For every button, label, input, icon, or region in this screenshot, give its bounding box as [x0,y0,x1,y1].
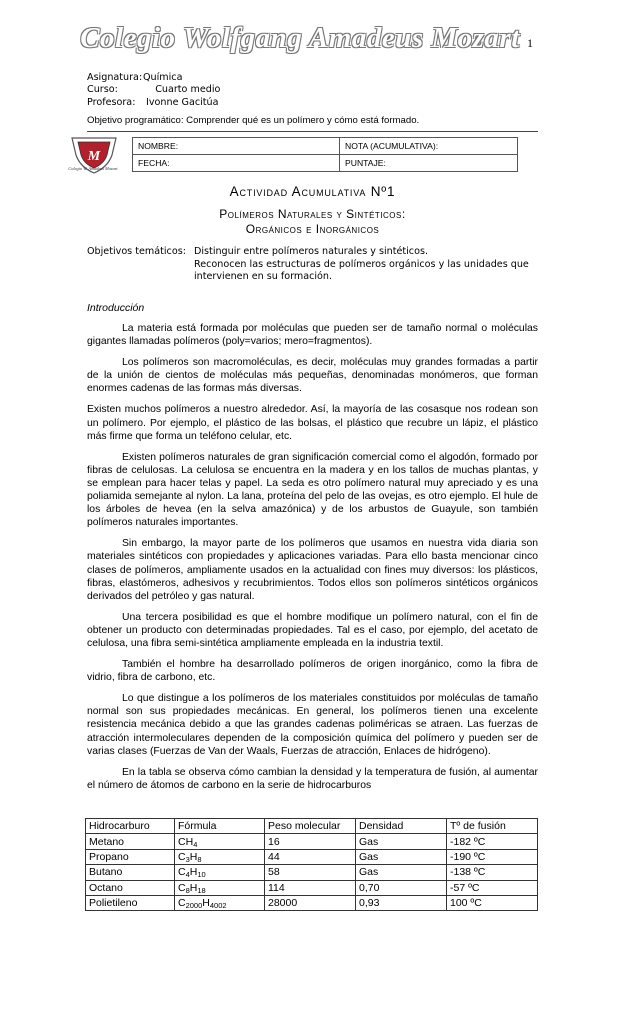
subtitle-line: Orgánicos e Inorgánicos [245,221,380,236]
cell-name: Metano [86,834,175,849]
cell-weight: 114 [265,880,356,895]
cell-weight: 16 [265,834,356,849]
table-row [86,865,538,880]
activity-title: Actividad Acumulativa Nº1 [229,184,396,199]
table-header-row [86,819,538,834]
cell-melting: -190 ºC [447,849,538,864]
program-objective: Objetivo programático: Comprender qué es un polímero y cómo está formado. [87,115,420,126]
cell-weight: 28000 [265,895,356,910]
cell-name: Octano [86,880,175,895]
cell-melting: -57 ºC [447,880,538,895]
objective-item: Distinguir entre polímeros naturales y sintéticos. [194,246,429,257]
cell-weight: 44 [265,849,356,864]
score-field[interactable]: PUNTAJE: [340,155,518,172]
meta-value: Cuarto medio [143,84,221,96]
table-row [86,849,538,864]
school-name: Colegio Wolfgang Amadeus Mozart [80,22,520,54]
student-id-form [132,137,518,172]
cell-formula: $CH_4$ [175,834,265,849]
paragraph: También el hombre ha desarrollado polímeros de origen inorgánico, como la fibra de vidrio, fibra de carbono, etc. [87,659,538,684]
introduction-body [87,322,538,798]
paragraph: Existen polímeros naturales de gran significación comercial como el algodón, formado por fibras de celulosas. La celulosa se encuentra en la madera y en los tallos de muchas plantas, y se emplean para hacer telas y papel. La seda es otro polímero natural muy apreciado y es una poliamida semejante al nylon. La lana, proteína del pelo de las ovejas, es otro ejemplo. El hule de los árboles de hevea (en la selva amazónica) y de los arbustos de Guayule, son también polímeros naturales importantes. [87,451,538,529]
section-heading: Introducción [87,302,145,314]
cell-name: Propano [86,849,175,864]
meta-subject [87,72,220,84]
divider [87,131,538,132]
meta-label: Profesora: [87,96,136,108]
cell-formula: $C_8H_{18}$ [175,880,265,895]
meta-course [87,84,220,96]
objectives-label: Objetivos temáticos: [87,246,186,257]
meta-value: Ivonne Gacitúa [143,96,219,108]
column-header: Tº de fusión [447,819,538,834]
hydrocarbon-table [85,818,538,911]
paragraph: La materia está formada por moléculas que pueden ser de tamaño normal o moléculas gigantes llamadas polímeros (poly=varios; mero=fragmentos). [87,323,538,348]
cell-density: Gas [356,849,447,864]
meta-teacher [87,97,220,109]
paragraph: Lo que distingue a los polímeros de los materiales constituidos por moléculas de tamaño normal son sus propiedades mecánicas. En general, los polímeros tienen una excelente resistencia mecánica debido a que las grandes cadenas poliméricas se atraen. Las fuerzas de atracción intermoleculares dependen de la composición química del polímero y pueden ser de varias clases (Fuerzas de Van der Waals, Fuerzas de atracción, Enlaces de hidrógeno). [87,693,538,757]
cell-melting: -138 ºC [447,865,538,880]
paragraph: Una tercera posibilidad es que el hombre modifique un polímero natural, con el fin de obtener un producto con determinadas propiedades. Tal es el caso, por ejemplo, del acetato de celulosa, una fibra semi-sintética ampliamente empleada en la industria textil. [87,611,538,649]
course-meta [87,72,220,109]
table-row [86,880,538,895]
column-header: Peso molecular [265,819,356,834]
table-row [86,834,538,849]
cell-melting: 100 ºC [447,895,538,910]
thematic-objectives [87,246,539,284]
column-header: Fórmula [175,819,265,834]
cell-density: 0,70 [356,880,447,895]
logo-monogram: M [87,149,101,164]
cell-weight: 58 [265,865,356,880]
paragraph: Sin embargo, la mayor parte de los polímeros que usamos en nuestra vida diaria son materiales sintéticos con propiedades y aplicaciones variadas. Para ello basta mencionar cinco clases de polímeros, ampliamente usados en la actualidad con fines muy diversos: los plásticos, fibras, elastómeros, adhesivos y recubrimientos. Todos ellos son polímeros sintéticos orgánicos derivados del petróleo y gas natural. [87,538,538,602]
table-row [86,895,538,910]
date-field[interactable]: FECHA: [133,155,340,172]
name-field[interactable]: NOMBRE: [133,138,340,155]
paragraph: Los polímeros son macromoléculas, es decir, moléculas muy grandes formadas a partir de la unión de cientos de moléculas más pequeñas, denominadas monómeros, que forman enormes cadenas de las formas más diversas. [87,357,538,395]
cell-density: 0,93 [356,895,447,910]
activity-subtitle [87,207,538,236]
cell-density: Gas [356,834,447,849]
cell-density: Gas [356,865,447,880]
cell-name: Butano [86,865,175,880]
meta-value: Química [143,72,183,83]
cell-formula: $C_{2000}H_{4002}$ [175,895,265,910]
logo-caption: Colegio W. Amadeus Mozart [68,166,118,171]
paragraph: Existen muchos polímeros a nuestro alrededor. Así, la mayoría de las cosasque nos rodean son un polímero. Por ejemplo, el plástico de las bolsas, el plástico que recubre un lápiz, el plástico más firme que forma un teléfono celular, etc. [87,404,538,442]
grade-field[interactable]: NOTA (ACUMULATIVA): [340,138,518,155]
column-header: Densidad [356,819,447,834]
objective-item: Reconocen las estructuras de polímeros orgánicos y las unidades que intervienen en su formación. [194,258,529,283]
cell-formula: $C_3H_8$ [175,849,265,864]
cell-melting: -182 ºC [447,834,538,849]
column-header: Hidrocarburo [86,819,175,834]
subtitle-line: Polímeros Naturales y Sintéticos: [219,207,406,221]
meta-label: Curso: [87,84,118,96]
cell-formula: $C_4H_{10}$ [175,865,265,880]
paragraph: En la tabla se observa cómo cambian la densidad y la temperatura de fusión, al aumentar el número de átomos de carbono en la serie de hidrocarburos [87,766,538,791]
cell-name: Polietileno [86,895,175,910]
page-number: 1 [527,36,533,50]
meta-label: Asignatura: [87,72,143,83]
